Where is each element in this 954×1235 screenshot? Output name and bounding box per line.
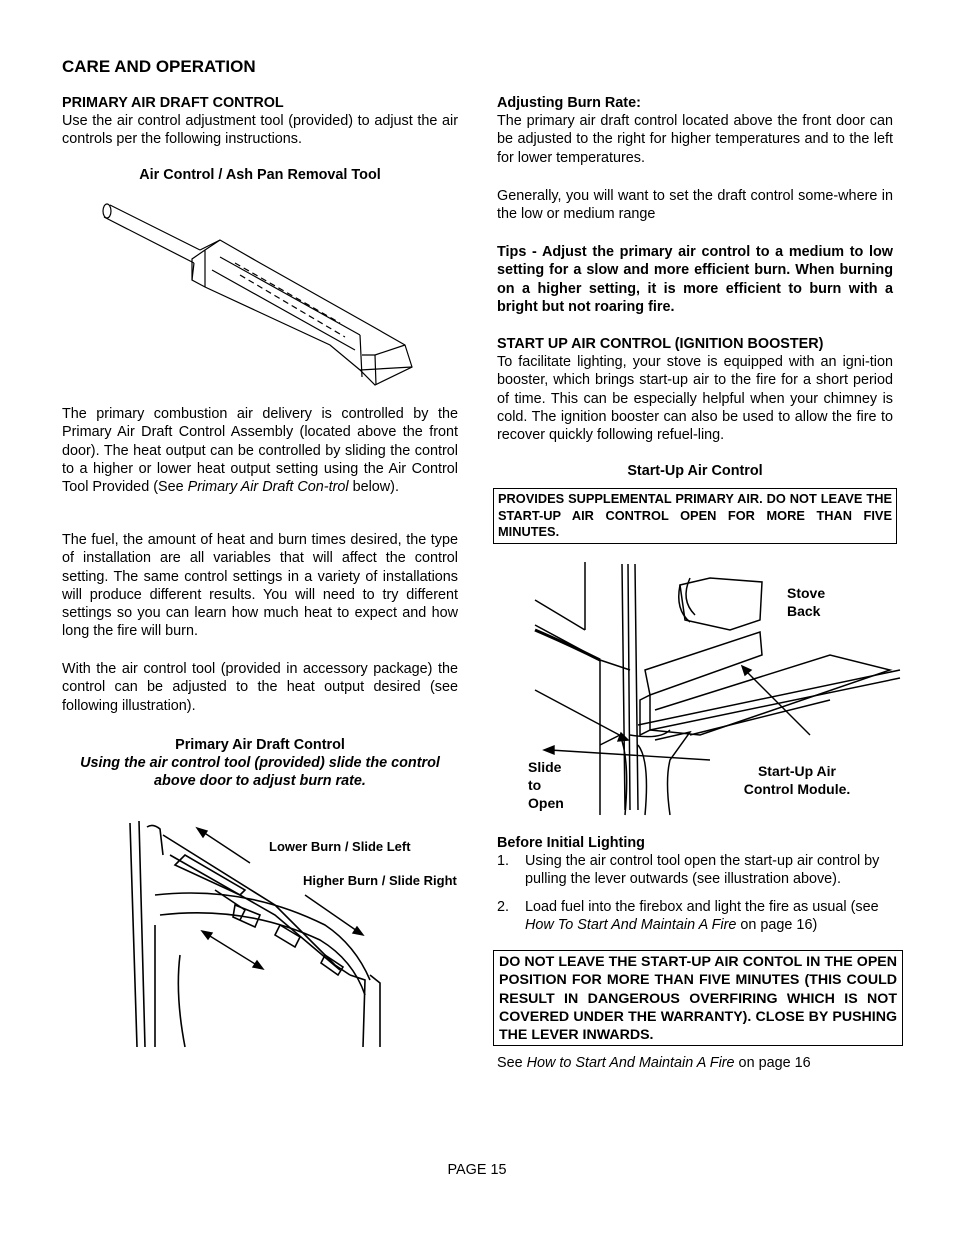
step-text-end: on page 16) (736, 916, 818, 933)
draft-control-subcaption: Using the air control tool (provided) slide the control above door to adjust burn rate. (80, 755, 440, 790)
tool-caption: Air Control / Ash Pan Removal Tool (139, 167, 381, 183)
warning-box-overfiring: DO NOT LEAVE THE START-UP AIR CONTOL IN THE OPEN POSITION FOR MORE THAN FIVE MINUTES (THIS COULD RESULT IN DANGEROUS OVERFIRING WHICH IS NOT COVERED UNDER THE WARRANTY). CLOSE BY PUSHING THE LEVER INWARDS. (493, 950, 903, 1046)
label-stove-back (787, 584, 825, 620)
label-stove-back-line1: Stove (787, 585, 826, 601)
label-slide-line2: to (528, 777, 542, 793)
list-item (497, 852, 893, 889)
burn-rate-text: The primary air draft control located above the front door can be adjusted to the right for higher temperatures and to the left for lower temperatures. (497, 113, 893, 166)
primary-air-heading: PRIMARY AIR DRAFT CONTROL (62, 95, 284, 111)
tips-text: Tips - Adjust the primary air control to a medium to low setting for a slow and more efficient burn. When burning on a higher setting, it is more efficient to burn with a bright but not roaring fire. (497, 244, 893, 315)
label-startup-module (733, 762, 861, 798)
see-reference (497, 1054, 811, 1072)
startup-heading: START UP AIR CONTROL (IGNITION BOOSTER) (497, 336, 824, 352)
draft-control-caption: Primary Air Draft Control (175, 737, 345, 753)
label-lower-burn: Lower Burn / Slide Left (269, 839, 411, 854)
step-text: Load fuel into the firebox and light the fire as usual (see (525, 898, 879, 915)
see-italic: How to Start And Maintain A Fire (526, 1055, 735, 1071)
para1-text-end: below). (348, 479, 399, 496)
burn-rate-heading: Adjusting Burn Rate: (497, 95, 641, 111)
before-lighting-steps (497, 852, 893, 934)
page-title: CARE AND OPERATION (62, 57, 256, 76)
primary-air-intro: Use the air control adjustment tool (provided) to adjust the air controls per the following instructions. (62, 113, 458, 148)
label-slide-line1: Slide (528, 759, 562, 775)
label-stove-back-line2: Back (787, 603, 821, 619)
startup-caption: Start-Up Air Control (627, 463, 763, 479)
para1-text: The primary combustion air delivery is controlled by the Primary Air Draft Control Assembly (located above the front door). The heat output can be controlled by sliding the control to a higher or lower heat output setting using the Air Control Tool Provided (See (62, 406, 458, 496)
list-item (497, 898, 893, 935)
label-module-line1: Start-Up Air (757, 763, 837, 779)
paragraph-primary-air (62, 405, 458, 496)
label-slide-to-open (528, 758, 564, 812)
generally-text: Generally, you will want to set the draft control some-where in the low or medium range (497, 188, 893, 223)
step-number: 1. (497, 853, 510, 869)
paragraph-air-control-tool: With the air control tool (provided in accessory package) the control can be adjusted to the heat output desired (see following illustration). (62, 661, 458, 714)
warning-box-startup: PROVIDES SUPPLEMENTAL PRIMARY AIR. DO NOT LEAVE THE START-UP AIR CONTROL OPEN FOR MORE THAN FIVE MINUTES. (493, 488, 897, 544)
para1-italic: Primary Air Draft Con-trol (187, 479, 349, 496)
step-text-italic: How To Start And Maintain A Fire (525, 916, 737, 933)
step-text: Using the air control tool open the start-up air control by pulling the lever outwards (see illustration above). (525, 853, 880, 888)
see-text-end: on page 16 (734, 1055, 811, 1071)
before-lighting-heading: Before Initial Lighting (497, 835, 645, 851)
see-text: See (497, 1055, 527, 1071)
step-number: 2. (497, 898, 510, 915)
label-module-line2: Control Module. (743, 781, 851, 797)
label-slide-line3: Open (528, 795, 564, 811)
page-number: PAGE 15 (447, 1162, 507, 1178)
air-control-tool-illustration (100, 195, 420, 395)
paragraph-variables: The fuel, the amount of heat and burn times desired, the type of installation are all variables that will affect the control setting. The same control settings in a variety of installations will produce different results. You will need to try different settings so you can learn how much heat to expect and how long the fire will burn. (62, 532, 458, 640)
label-higher-burn: Higher Burn / Slide Right (303, 873, 457, 888)
startup-text: To facilitate lighting, your stove is equipped with an igni-tion booster, which brings start-up air to the fire for a short period of time. This can be especially helpful when your chimney is cold. The ignition booster can also be used to allow the fire to recover quickly following refuel-ling. (497, 354, 893, 444)
